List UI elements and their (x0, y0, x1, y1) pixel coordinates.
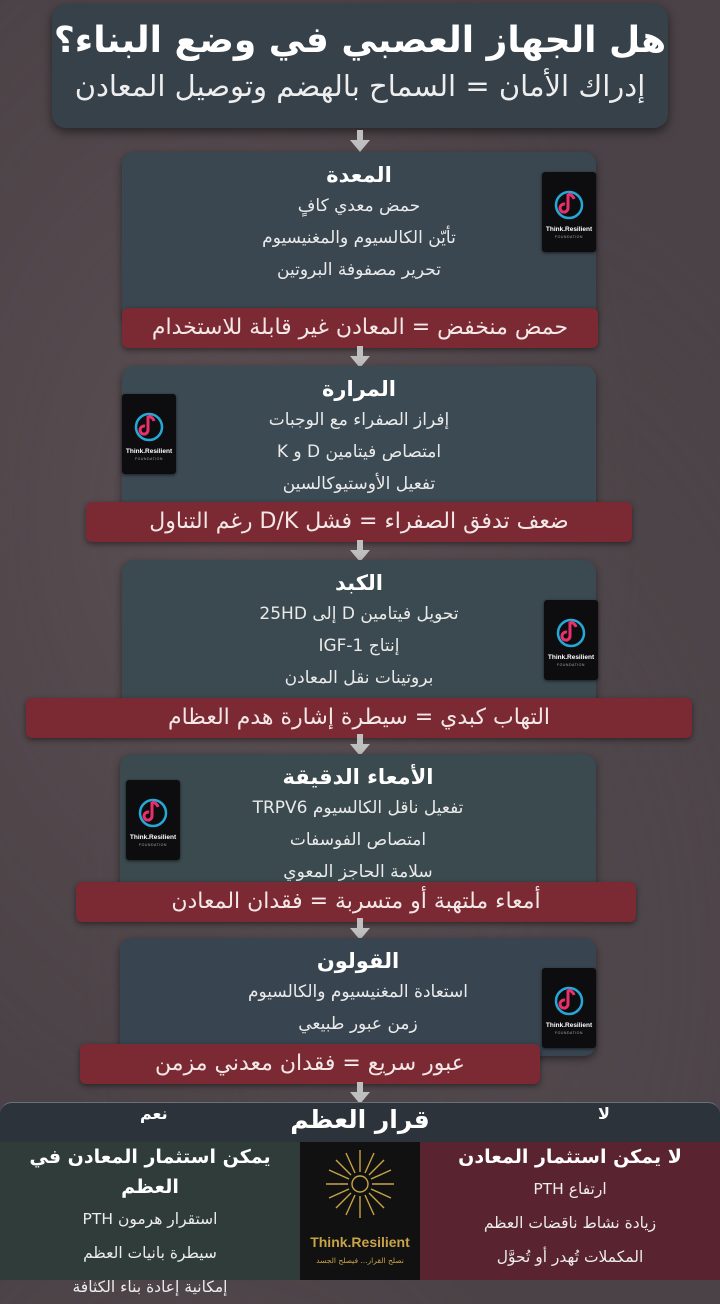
brand-logo: Think.Resilient FOUNDATION (122, 394, 176, 474)
stage-line: استعادة المغنيسيوم والكالسيوم (247, 982, 469, 1002)
warning-banner: حمض منخفض = المعادن غير قابلة للاستخدام (122, 308, 598, 348)
music-note-icon (556, 614, 586, 648)
stage-card-colon (120, 938, 596, 1056)
stage-line: تحرير مصفوفة البروتين (277, 260, 441, 280)
stage-title: الأمعاء الدقيقة (282, 765, 434, 789)
page-title: هل الجهاز العصبي في وضع البناء؟ (53, 20, 667, 61)
stage-line: تحويل فيتامين D إلى 25HD (259, 604, 459, 624)
center-brand-logo (300, 1142, 420, 1280)
stage-line: بروتينات نقل المعادن (284, 668, 434, 688)
no-panel (420, 1142, 720, 1280)
down-arrow-icon (350, 130, 370, 152)
stage-line: تفعيل ناقل الكالسيوم TRPV6 (252, 798, 464, 818)
no-line: زيادة نشاط ناقضات العظم (483, 1214, 657, 1232)
music-note-icon (134, 408, 164, 442)
stage-line: تفعيل الأوستيوكالسين (282, 474, 436, 494)
stage-title: القولون (316, 949, 400, 973)
no-heading: لا يمكن استثمار المعادن (458, 1146, 682, 1168)
stage-line: إفراز الصفراء مع الوجبات (268, 410, 450, 430)
stage-line: حمض معدي كافٍ (297, 196, 421, 216)
yes-line: استقرار هرمون PTH (82, 1210, 218, 1228)
yes-label: نعم (140, 1104, 168, 1123)
stage-line: امتصاص الفوسفات (289, 830, 427, 850)
down-arrow-icon (350, 734, 370, 756)
stage-line: تأيّن الكالسيوم والمغنيسيوم (262, 228, 456, 248)
no-label: لا (598, 1104, 610, 1123)
music-note-icon (554, 186, 584, 220)
yes-line: سيطرة بانيات العظم (83, 1244, 217, 1262)
brand-logo: Think.Resilient FOUNDATION (126, 780, 180, 860)
stage-title: المرارة (322, 377, 396, 401)
header-banner (52, 4, 668, 128)
brand-logo: Think.Resilient FOUNDATION (542, 968, 596, 1048)
no-line: ارتفاع PTH (533, 1180, 607, 1198)
brand-logo: Think.Resilient FOUNDATION (544, 600, 598, 680)
stage-card-liver (122, 560, 596, 712)
stage-title: الكبد (335, 571, 383, 595)
stage-line: زمن عبور طبيعي (298, 1014, 418, 1034)
down-arrow-icon (350, 540, 370, 562)
stage-line: سلامة الحاجز المعوي (283, 862, 433, 882)
decision-title: قرار العظم (290, 1105, 430, 1134)
sunburst-logo-icon (324, 1148, 396, 1220)
warning-banner: ضعف تدفق الصفراء = فشل D/K رغم التناول (86, 502, 632, 542)
music-note-icon (554, 982, 584, 1016)
music-note-icon (138, 794, 168, 828)
center-logo-brand: Think.Resilient (310, 1234, 410, 1250)
yes-line: إمكانية إعادة بناء الكثافة (72, 1278, 228, 1296)
stage-title: المعدة (326, 163, 392, 187)
yes-heading: يمكن استثمار المعادن في العظم (29, 1146, 271, 1198)
warning-banner: عبور سريع = فقدان معدني مزمن (80, 1044, 540, 1084)
page-subtitle: إدراك الأمان = السماح بالهضم وتوصيل المعادن (74, 69, 646, 103)
stage-card-stomach (122, 152, 596, 322)
warning-banner: أمعاء ملتهبة أو متسربة = فقدان المعادن (76, 882, 636, 922)
stage-card-small-intestine (120, 754, 596, 896)
center-logo-tagline: نصلح القرار... فيصلح الجسد (316, 1256, 404, 1265)
brand-logo: Think.Resilient FOUNDATION (542, 172, 596, 252)
no-line: المكملات تُهدر أو تُحوَّل (496, 1248, 644, 1266)
down-arrow-icon (350, 1082, 370, 1104)
stage-line: امتصاص فيتامين D و K (276, 442, 442, 462)
yes-panel (0, 1142, 300, 1296)
warning-banner: التهاب كبدي = سيطرة إشارة هدم العظام (26, 698, 692, 738)
down-arrow-icon (350, 346, 370, 368)
down-arrow-icon (350, 918, 370, 940)
stage-card-gallbladder (122, 366, 596, 516)
stage-line: إنتاج IGF-1 (318, 636, 400, 656)
